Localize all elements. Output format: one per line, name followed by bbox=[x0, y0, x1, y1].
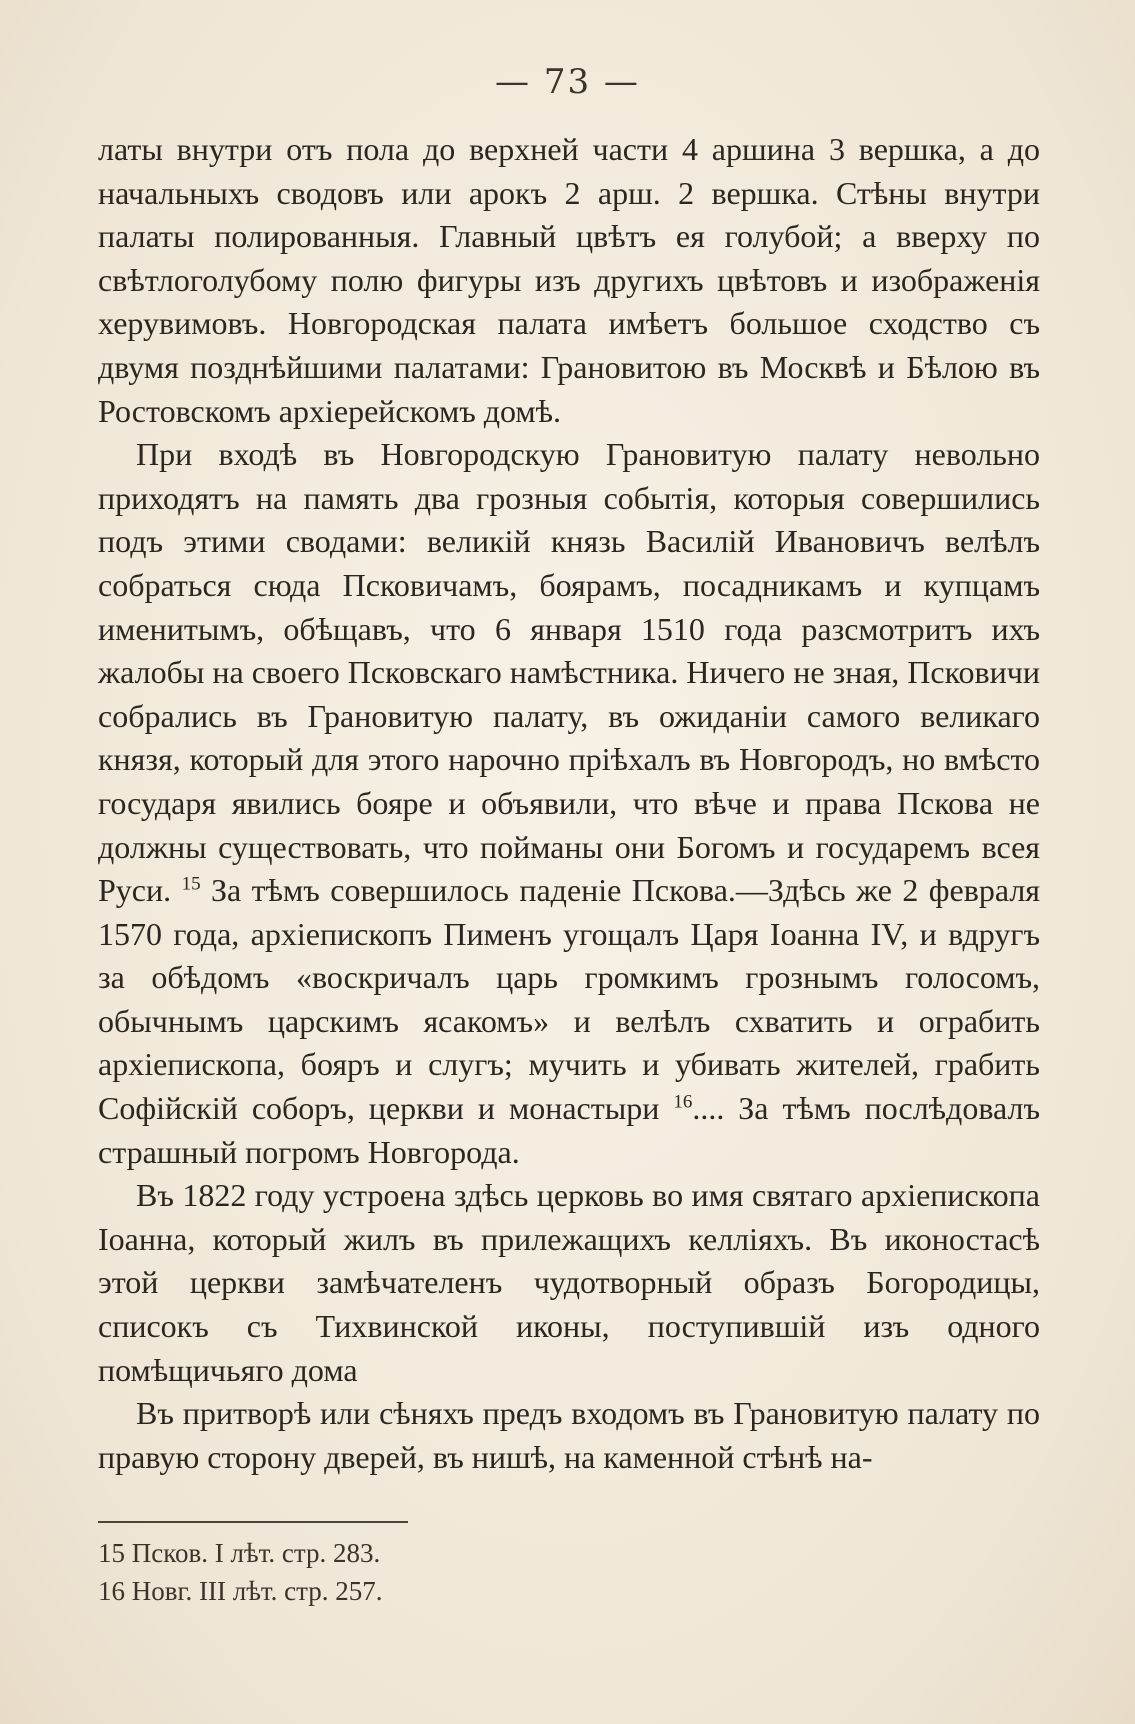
footnotes bbox=[98, 1534, 998, 1610]
main-text bbox=[98, 128, 1040, 1479]
paragraph-1: латы внутри отъ пола до верхней части 4 аршина 3 вершка, а до начальныхъ сводовъ или арокъ 2 арш. 2 вершка. Стѣны внутри палаты полированныя. Главный цвѣтъ ея голубой; а вверху по свѣтлоголубому полю фигуры изъ другихъ цвѣтовъ и изображенія херувимовъ. Новгородская палата имѣетъ большое сходство съ двумя позднѣйшими палатами: Грановитою въ Москвѣ и Бѣлою въ Ростовскомъ архiерейскомъ домѣ. bbox=[98, 131, 1040, 429]
paragraph-2-part-2: За тѣмъ совершилось паденіе Пскова.—Здѣсь же 2 февраля 1570 года, архіепископъ Пименъ угощалъ Царя Іоанна IV, и вдругъ за обѣдомъ «воскричалъ царь громкимъ грознымъ голосомъ, обычнымъ царскимъ ясакомъ» и велѣлъ схватить и ограбить архіепископа, бояръ и слугъ; мучить и убивать жителей, грабить Софійскій соборъ, церкви и монастыри bbox=[98, 872, 1041, 1127]
paragraph-2 bbox=[98, 433, 1040, 1174]
paragraph-3: Въ 1822 году устроена здѣсь церковь во имя святаго архіепископа Іоанна, который жилъ въ прилежащихъ келліяхъ. Въ иконостасѣ этой церкви замѣчателенъ чудотворный образъ Богородицы, списокъ съ Тихвинской иконы, поступившій изъ одного помѣщичьяго дома bbox=[98, 1177, 1040, 1388]
page-number: — 73 — bbox=[495, 62, 640, 102]
footnote-16: 16 Новг. III лѣт. стр. 257. bbox=[98, 1576, 383, 1606]
footnote-ref-15: 15 bbox=[181, 873, 201, 895]
footnote-ref-16: 16 bbox=[673, 1091, 693, 1113]
footnote-15: 15 Псков. I лѣт. стр. 283. bbox=[98, 1538, 381, 1568]
paragraph-4: Въ притворѣ или сѣняхъ предъ входомъ въ Грановитую палату по правую сторону дверей, въ нишѣ, на каменной стѣнѣ на- bbox=[98, 1395, 1040, 1475]
paragraph-2-part-3: .... За тѣмъ послѣдовалъ страшный погромъ Новгорода. bbox=[98, 1090, 1041, 1170]
paragraph-2-part-1: При входѣ въ Новгородскую Грановитую палату невольно приходятъ на память два грозныя событія, которыя совершились подъ этими сводами: великій князь Василій Ивановичъ велѣлъ собраться сюда Псковичамъ, боярамъ, посадникамъ и купцамъ именитымъ, обѣщавъ, что 6 января 1510 года разсмотритъ ихъ жалобы на своего Псковскаго намѣстника. Ничего не зная, Псковичи собрались въ Грановитую палату, въ ожиданіи самого великаго князя, который для этого нарочно пріѣхалъ въ Новгородъ, но вмѣсто государя явились бояре и объявили, что вѣче и права Пскова не должны существовать, что пойманы они Богомъ и государемъ всея Руси. bbox=[98, 436, 1040, 909]
footnote-divider bbox=[98, 1521, 408, 1523]
